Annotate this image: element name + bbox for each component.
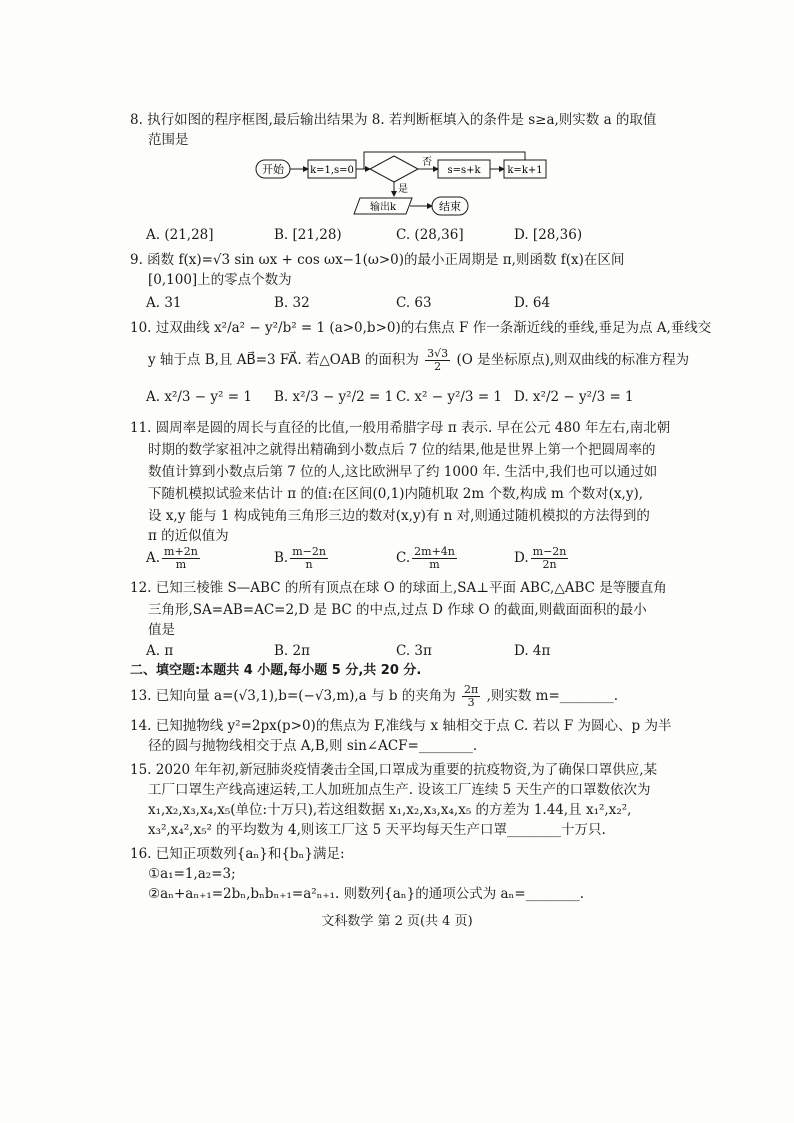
- q10-text-e: (O 是坐标原点),则双曲线的标准方程为: [456, 352, 690, 368]
- q10-line-1: [130, 318, 711, 338]
- q12-option-c[interactable]: C. 3π: [396, 643, 432, 659]
- q13-den: 3: [467, 696, 475, 709]
- flow-output: 输出k: [369, 202, 397, 213]
- flow-yes: 是: [398, 184, 408, 195]
- page-footer: 文科数学 第 2 页(共 4 页): [321, 914, 473, 929]
- q16-line-3[interactable]: ②aₙ+aₙ₊₁=2bₙ,bₙbₙ₊₁=a²ₙ₊₁. 则数列{aₙ}的通项公式为 aₙ=________.: [148, 886, 584, 902]
- q8-options: [146, 224, 706, 248]
- flow-step1: s=s+k: [447, 165, 481, 176]
- flow-end: 结束: [439, 200, 461, 213]
- q14-line-2[interactable]: 径的圆与抛物线相交于点 A,B,则 sin∠ACF=________.: [148, 738, 478, 754]
- q12-option-b[interactable]: B. 2π: [274, 643, 310, 659]
- q11-line-4: 下随机模拟试验来估计 π 的值:在区间(0,1)内随机取 2m 个数,构成 m 个数对(x,y),: [148, 486, 644, 502]
- q15-line-2: 工厂口罩生产线高速运转,工人加班加点生产. 设该工厂连续 5 天生产的口罩数依次为: [148, 782, 651, 798]
- q8-option-a[interactable]: A. (21,28]: [146, 227, 214, 243]
- q13-text-b[interactable]: ,则实数 m=________.: [486, 688, 619, 704]
- q12-line-2: 三角形,SA=AB=AC=2,D 是 BC 的中点,过点 D 作球 O 的截面,则截面面积的最小: [148, 602, 647, 618]
- q9-option-d[interactable]: D. 64: [514, 295, 551, 311]
- q12-option-a[interactable]: A. π: [146, 643, 174, 659]
- q12-line-3: 值是: [148, 622, 175, 638]
- q8-option-c[interactable]: C. (28,36]: [396, 227, 464, 243]
- q8-option-d[interactable]: D. [28,36): [514, 227, 583, 243]
- q11-line-6: π 的近似值为: [148, 528, 229, 544]
- q8-line-2: 范围是: [148, 132, 189, 148]
- q10-options: [146, 386, 706, 410]
- q11-line-5: 设 x,y 能与 1 构成钝角三角形三边的数对(x,y)有 n 对,则通过随机模拟的方法得到的: [148, 508, 650, 524]
- q10-hyperbola-eq: x²/a² − y²/b² = 1: [214, 320, 326, 336]
- q13-text-a: 13. 已知向量 a=(√3,1),b=(−√3,m),a 与 b 的夹角为: [130, 688, 456, 704]
- flowchart: [250, 150, 550, 218]
- q10-option-a[interactable]: A. x²/3 − y² = 1: [146, 389, 252, 405]
- q15-line-3: x₁,x₂,x₃,x₄,x₅(单位:十万只),若这组数据 x₁,x₂,x₃,x₄,x₅ 的方差为 1.44,且 x₁²,x₂²,: [148, 802, 632, 818]
- q11-option-a[interactable]: A. $\frac{m+2n}{m}$: [146, 545, 198, 571]
- q12-option-d[interactable]: D. 4π: [514, 643, 551, 659]
- q13-angle-fraction: [462, 684, 480, 709]
- q16-line-2: ①a₁=1,a₂=3;: [148, 866, 236, 882]
- q11-line-2: 时期的数学家祖冲之就得出精确到小数点后 7 位的结果,他是世界上第一个把圆周率的: [148, 442, 656, 458]
- q14-line-1: 14. 已知抛物线 y²=2px(p>0)的焦点为 F,准线与 x 轴相交于点 C. 若以 F 为圆心、p 为半: [130, 718, 672, 734]
- q11-option-c[interactable]: C. $\frac{2m+4n}{m}$: [396, 545, 455, 571]
- q10-area-den: 2: [434, 360, 442, 373]
- q11-line-1: 11. 圆周率是圆的周长与直径的比值,一般用希腊字母 π 表示. 早在公元 480 年左右,南北朝: [130, 420, 671, 436]
- q9-option-b[interactable]: B. 32: [274, 295, 310, 311]
- q9-options: [146, 292, 706, 316]
- q15-line-4[interactable]: x₃²,x₄²,x₅² 的平均数为 4,则该工厂这 5 天平均每天生产口罩________十万只.: [148, 822, 606, 838]
- section-title-fill-in: 二、填空题:本题共 4 小题,每小题 5 分,共 20 分.: [130, 663, 422, 678]
- q10-text-d: y 轴于点 B,且 AB⃗=3 FA⃗. 若△OAB 的面积为: [148, 352, 419, 368]
- q13-line: [130, 684, 618, 709]
- flow-start: 开始: [262, 163, 284, 176]
- q8-line-1: 8. 执行如图的程序框图,最后输出结果为 8. 若判断框填入的条件是 s≥a,则实数 a 的取值: [130, 112, 657, 128]
- q10-option-c[interactable]: C. x² − y²/3 = 1: [396, 389, 503, 405]
- q8-option-b[interactable]: B. [21,28): [274, 227, 342, 243]
- flow-init: k=1,s=0: [310, 165, 354, 176]
- q10-text-c: (a>0,b>0)的右焦点 F 作一条渐近线的垂线,垂足为点 A,垂线交: [329, 320, 712, 336]
- q11-option-b[interactable]: B. $\frac{m-2n}{n}$: [274, 545, 326, 571]
- q11-options: [146, 546, 706, 576]
- q10-text-a: 10. 过双曲线: [130, 320, 210, 336]
- q10-area-fraction: [425, 348, 450, 373]
- q11-option-d[interactable]: D. $\frac{m-2n}{2n}$: [514, 545, 567, 571]
- q9-line-1: 9. 函数 f(x)=√3 sin ωx + cos ωx−1(ω>0)的最小正周期是 π,则函数 f(x)在区间: [130, 252, 625, 268]
- q12-line-1: 12. 已知三棱锥 S—ABC 的所有顶点在球 O 的球面上,SA⊥平面 ABC,△ABC 是等腰直角: [130, 580, 667, 596]
- q9-option-a[interactable]: A. 31: [146, 295, 182, 311]
- flow-no: 否: [422, 157, 432, 168]
- q16-line-1: 16. 已知正项数列{aₙ}和{bₙ}满足:: [130, 846, 345, 862]
- q10-line-2: [148, 348, 689, 373]
- q11-line-3: 数值计算到小数点后第 7 位的人,这比欧洲早了约 1000 年. 生活中,我们也可以通过如: [148, 464, 658, 480]
- q10-option-b[interactable]: B. x²/3 − y²/2 = 1: [274, 389, 394, 405]
- q10-area-num: 3√3: [427, 347, 449, 360]
- q15-line-1: 15. 2020 年年初,新冠肺炎疫情袭击全国,口罩成为重要的抗疫物资,为了确保口罩供应,某: [130, 762, 658, 778]
- flow-step2: k=k+1: [507, 165, 543, 176]
- q9-option-c[interactable]: C. 63: [396, 295, 432, 311]
- q13-num: 2π: [464, 683, 479, 696]
- q9-line-2: [0,100]上的零点个数为: [148, 272, 292, 288]
- q10-option-d[interactable]: D. x²/2 − y²/3 = 1: [514, 389, 634, 405]
